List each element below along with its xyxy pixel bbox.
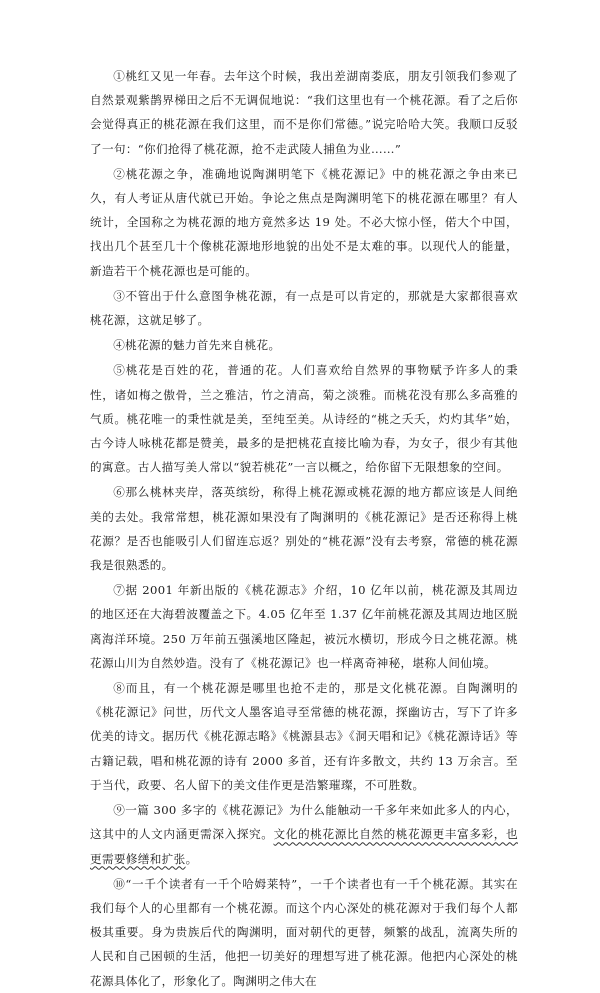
paragraph-3: ③不管出于什么意图争桃花源，有一点是可以肯定的，那就是大家都很喜欢桃花源，这就足够了。 [90,288,518,328]
paragraph-1: ①桃红又见一年春。去年这个时候，我出差湖南娄底，朋友引领我们参观了自然景观紫鹊界梯田之后不无调侃地说：“我们这里也有一个桃花源。看了之后你会觉得真正的桃花源在我们这里，而不是你们常德。”说完哈哈大笑。我顺口反驳了一句：“你们抢得了桃花源，抢不走武陵人捕鱼为业……” [90,69,518,156]
paragraph-9-text: ⑨一篇 300 多字的《桃花源记》为什么能触动一千多年来如此多人的内心，这其中的人文内涵更需深入探究。 [90,803,518,842]
paragraph-6: ⑥那么桃林夹岸，落英缤纷，称得上桃花源或桃花源的地方都应该是人间绝美的去处。我常常想，桃花源如果没有了陶渊明的《桃花源记》是否还称得上桃花源？是否也能吸引人们留连忘返？别处的“桃花源”没有去考察，常德的桃花源我是很熟悉的。 [90,485,518,573]
paragraph-9-tail: 。 [185,851,198,866]
paragraph-8: ⑧而且，有一个桃花源是哪里也抢不走的，那是文化桃花源。自陶渊明的《桃花源记》问世，历代文人墨客追寻至常德的桃花源，探幽访古，写下了许多优美的诗文。据历代《桃花源志略》《桃源县志》《洞天唱和记》《桃花源诗话》等古籍记载，唱和桃花源的诗有 2000 多首，还有许多散文，共约 13 万余言。至于当代，政要、名人留下的美文佳作更是浩繁璀璨，不可胜数。 [90,681,518,792]
paragraph-2: ②桃花源之争，准确地说陶渊明笔下《桃花源记》中的桃花源之争由来已久，有人考证从唐代就已开始。争论之焦点是陶渊明笔下的桃花源在哪里？有人统计，全国称之为桃花源的地方竟然多达 19 处。不必大惊小怪，偌大个中国，找出几个甚至几十个像桃花源地形地貌的出处不是太难的事。以现代人的能量，新造若干个桃花源也是可能的。 [90,166,518,278]
paragraph-7: ⑦据 2001 年新出版的《桃花源志》介绍，10 亿年以前，桃花源及其周边的地区还在大海碧波覆盖之下。4.05 亿年至 1.37 亿年前桃花源及其周边地区脱离海洋环境。250 万年前五强溪地区隆起，被沅水横切，形成今日之桃花源。桃花源山川为自然妙造。没有了《桃花源记》也一样离奇神秘，堪称人间仙境。 [90,583,518,670]
paragraph-10: ⑩“一千个读者有一千个哈姆莱特”，一千个读者也有一千个桃花源。其实在我们每个人的心里都有一个桃花源。而这个内心深处的桃花源对于我们每个人都极其重要。身为贵族后代的陶渊明，面对朝代的更替，频繁的战乱，流离失所的人民和自己困顿的生活，他把一切美好的理想写进了桃花源。他把内心深处的桃花源具体化了，形象化了。陶渊明之伟大在 [90,876,518,988]
underlined-sentence: 文化的桃花源比自然的桃花源更丰富多彩，也更需要修缮和扩张 [90,827,518,866]
paragraph-5: ⑤桃花是百姓的花，普通的花。人们喜欢给自然界的事物赋予许多人的秉性，诸如梅之傲骨，兰之雅洁，竹之清高，菊之淡雅。而桃花没有那么多高雅的气质。桃花唯一的秉性就是美，至纯至美。从诗经的“桃之夭夭，灼灼其华”始，古今诗人咏桃花都是赞美，最多的是把桃花直接比喻为春，为女子，很少有其他的寓意。古人描写美人常以“貌若桃花”一言以概之，给你留下无限想象的空间。 [90,363,518,475]
paragraph-4: ④桃花源的魅力首先来自桃花。 [113,338,281,353]
paragraph-9 [90,798,518,871]
